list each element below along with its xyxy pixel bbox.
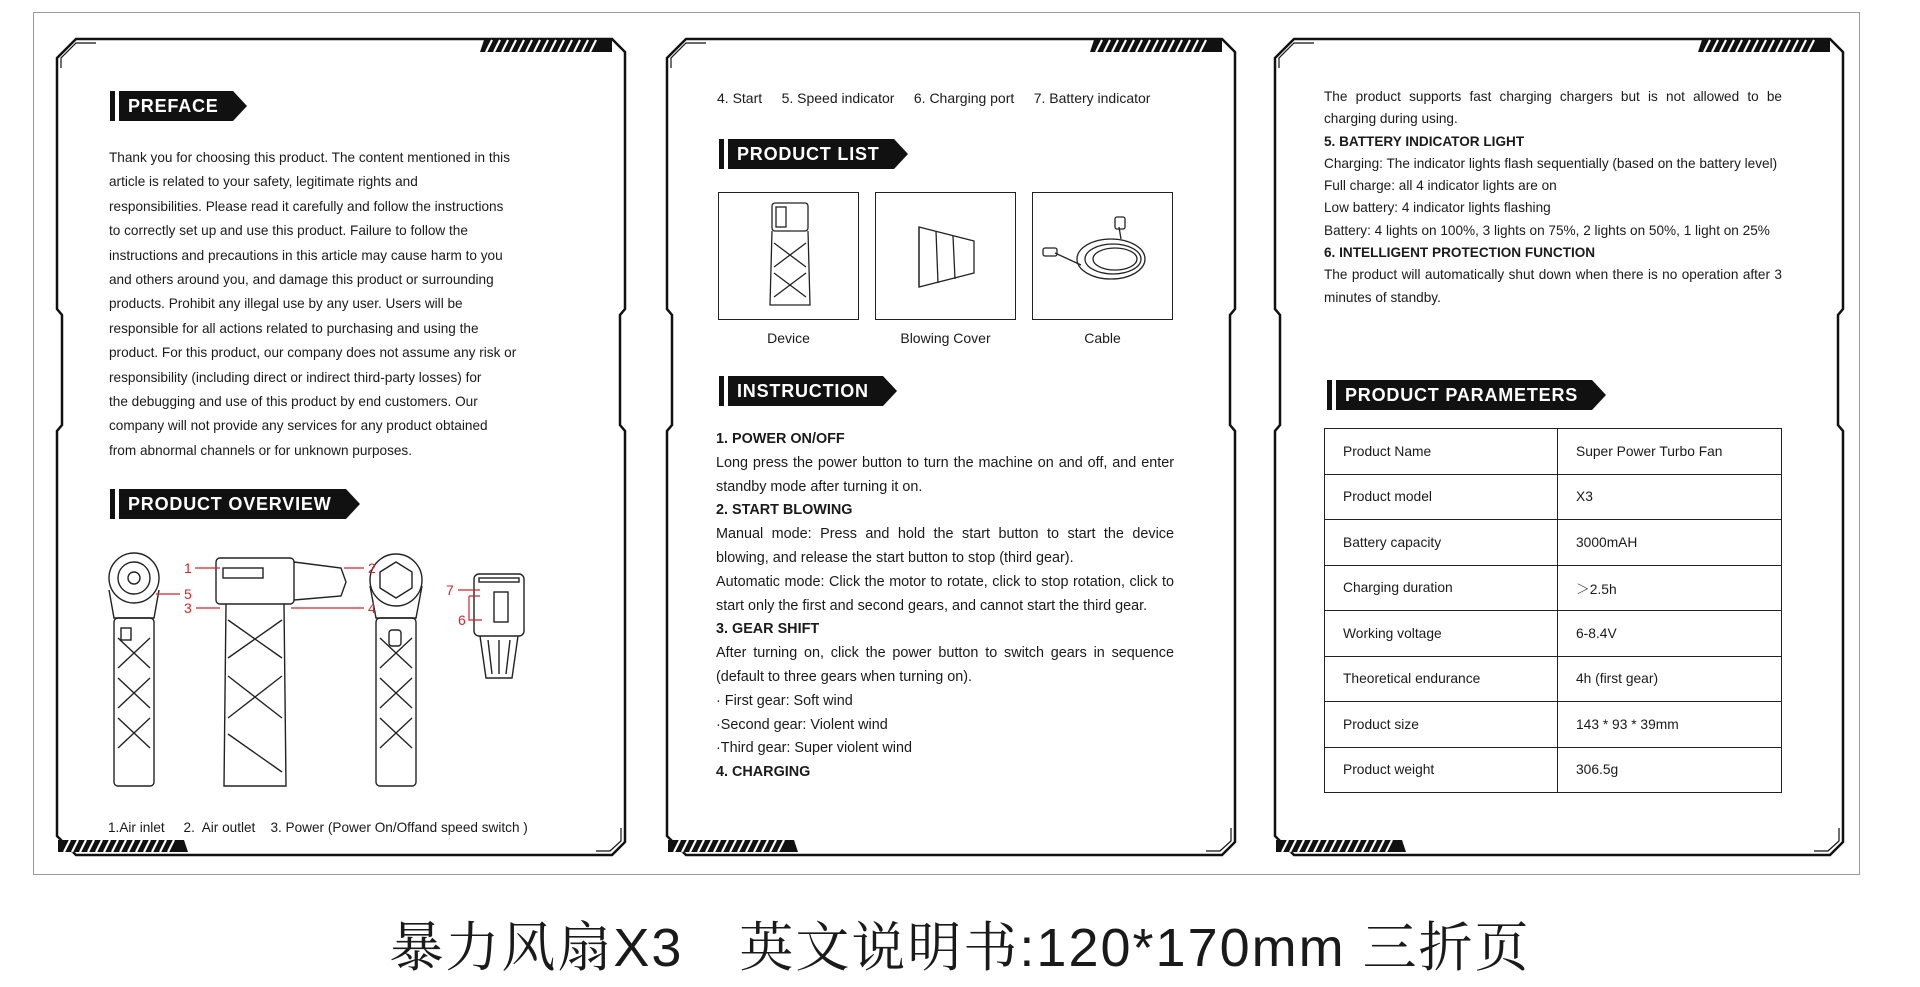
param-name: Product size — [1325, 702, 1558, 748]
product-label-device: Device — [767, 330, 810, 346]
param-value: 6-8.4V — [1558, 611, 1782, 657]
product-card-blowing-cover — [875, 192, 1016, 320]
step-title: 3. GEAR SHIFT — [716, 621, 820, 638]
table-row — [1325, 702, 1782, 748]
callout-1: 1 — [184, 560, 192, 576]
product-parameters-heading: PRODUCT PARAMETERS — [1327, 380, 1592, 410]
blowing-cover-icon — [876, 193, 1017, 321]
product-card-device — [718, 192, 859, 320]
step-text: ·Third gear: Super violent wind — [716, 740, 912, 757]
preface-line: product. For this product, our company does not assume any risk or — [109, 345, 517, 361]
product-overview-heading: PRODUCT OVERVIEW — [110, 489, 346, 519]
preface-line: responsibility (including direct or indirect third-party losses) for — [109, 369, 482, 385]
param-value: X3 — [1558, 474, 1782, 520]
table-row — [1325, 429, 1782, 475]
step-text: Automatic mode: Click the motor to rotate, click to stop rotation, click to start only the first and second gears, and cannot start the third gear. — [716, 573, 1174, 614]
table-row — [1325, 474, 1782, 520]
preface-line: instructions and precautions in this article may cause harm to you — [109, 247, 503, 263]
preface-heading: PREFACE — [110, 91, 233, 121]
panel-parameters — [1274, 38, 1844, 856]
param-name: Product model — [1325, 474, 1558, 520]
callout-5: 5 — [184, 586, 192, 602]
preface-line: responsibilities. Please read it carefully and follow the instructions — [109, 198, 504, 214]
step-title: 4. CHARGING — [716, 764, 811, 781]
param-value: 3000mAH — [1558, 520, 1782, 566]
step-text: Long press the power button to turn the machine on and off, and enter standby mode after turning it on. — [716, 454, 1174, 495]
product-list-heading: PRODUCT LIST — [719, 139, 894, 169]
product-label-cable: Cable — [1084, 330, 1121, 346]
step-text: ·Second gear: Violent wind — [716, 716, 888, 733]
protection-text: The product will automatically shut down when there is no operation after 3 minutes of standby. — [1324, 267, 1782, 305]
table-row — [1325, 520, 1782, 566]
battery-section — [1324, 86, 1782, 309]
param-value: Super Power Turbo Fan — [1558, 429, 1782, 475]
param-name: Product Name — [1325, 429, 1558, 475]
preface-line: company will not provide any services for any product obtained — [109, 418, 488, 434]
preface-text — [109, 146, 567, 463]
protection-heading: 6. INTELLIGENT PROTECTION FUNCTION — [1324, 245, 1596, 261]
step-title: 1. POWER ON/OFF — [716, 431, 845, 447]
cable-icon — [1033, 193, 1174, 321]
callout-6: 6 — [458, 612, 466, 628]
parts-caption-1: 1.Air inlet 2. Air outlet 3. Power (Power On/Offand speed switch ) — [108, 820, 528, 835]
product-overview-diagram — [96, 548, 596, 798]
param-name: Theoretical endurance — [1325, 656, 1558, 702]
preface-line: article is related to your safety, legitimate rights and — [109, 174, 418, 190]
product-card-cable — [1032, 192, 1173, 320]
panel-instruction — [666, 38, 1236, 856]
param-value: 143 * 93 * 39mm — [1558, 702, 1782, 748]
parts-caption-2: 4. Start 5. Speed indicator 6. Charging port 7. Battery indicator — [717, 90, 1151, 106]
instruction-steps — [716, 428, 1174, 785]
step-text: After turning on, click the power button to switch gears in sequence (default to three gears when turning on). — [716, 645, 1174, 685]
battery-line: Charging: The indicator lights flash sequentially (based on the battery level) — [1324, 155, 1778, 171]
battery-line: Full charge: all 4 indicator lights are on — [1324, 178, 1557, 194]
param-name: Charging duration — [1325, 565, 1558, 611]
preface-line: to correctly set up and use this product. Failure to follow the — [109, 223, 468, 239]
parameters-table — [1324, 428, 1782, 793]
callout-3: 3 — [184, 600, 192, 616]
param-name: Battery capacity — [1325, 520, 1558, 566]
callout-4: 4 — [368, 600, 376, 616]
charging-note: The product supports fast charging chargers but is not allowed to be charging during using. — [1324, 89, 1782, 127]
table-row — [1325, 611, 1782, 657]
preface-line: and others around you, and damage this product or surrounding — [109, 272, 494, 288]
param-name: Working voltage — [1325, 611, 1558, 657]
battery-line: Low battery: 4 indicator lights flashing — [1324, 200, 1551, 216]
callout-2: 2 — [368, 560, 376, 576]
preface-line: Thank you for choosing this product. The content mentioned in this — [109, 150, 511, 165]
param-name: Product weight — [1325, 747, 1558, 793]
param-value: ＞2.5h — [1558, 565, 1782, 611]
battery-line: Battery: 4 lights on 100%, 3 lights on 75%, 2 lights on 50%, 1 light on 25% — [1324, 222, 1770, 238]
instruction-heading: INSTRUCTION — [719, 376, 883, 406]
table-row — [1325, 747, 1782, 793]
preface-line: responsible for all actions related to purchasing and using the — [109, 320, 479, 336]
preface-line: products. Prohibit any illegal use by any user. Users will be — [109, 296, 463, 312]
callout-7: 7 — [446, 582, 454, 598]
preface-line: from abnormal channels or for unknown purposes. — [109, 442, 412, 458]
table-row — [1325, 565, 1782, 611]
product-label-blowing-cover: Blowing Cover — [900, 330, 991, 346]
table-row — [1325, 656, 1782, 702]
battery-indicator-heading: 5. BATTERY INDICATOR LIGHT — [1324, 133, 1525, 149]
device-icon — [719, 193, 860, 321]
step-title: 2. START BLOWING — [716, 502, 853, 519]
param-value: 306.5g — [1558, 747, 1782, 793]
step-text: Manual mode: Press and hold the start button to start the device blowing, and release the start button to stop (third gear). — [716, 526, 1174, 566]
panel-preface — [56, 38, 626, 856]
print-spec-title: 暴力风扇X3 英文说明书:120*170mm 三折页 — [389, 918, 1531, 978]
step-text: · First gear: Soft wind — [716, 692, 853, 709]
preface-line: the debugging and use of this product by end customers. Our — [109, 394, 478, 410]
param-value: 4h (first gear) — [1558, 656, 1782, 702]
